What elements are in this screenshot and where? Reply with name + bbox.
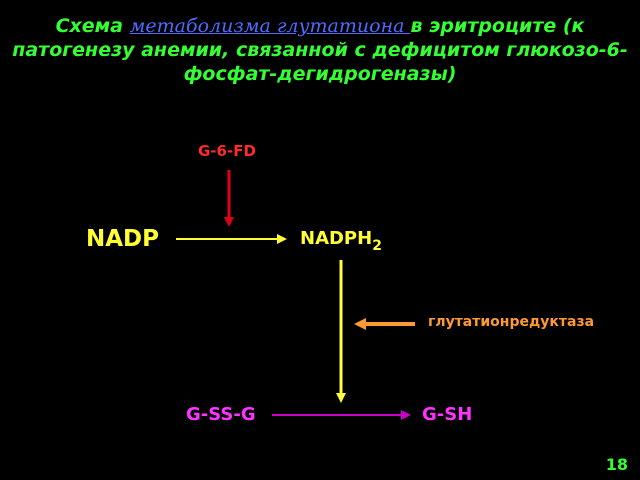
page-number: 18 — [605, 455, 628, 474]
title-part-1: Схема — [55, 15, 130, 37]
nadph-text: NADPH — [300, 228, 373, 249]
title-part-3: в эритроците (к патогенезу анемии, связанной с дефицитом глюкозо-6-фосфат-дегидрогеназы) — [12, 15, 628, 85]
title-underlined-part: метаболизма глутатиона — [129, 15, 411, 37]
g6fd-label: G-6-FD — [198, 142, 256, 160]
gsh-label: G-SH — [422, 404, 473, 425]
gssg-label: G-SS-G — [186, 404, 256, 425]
nadp-label: NADP — [86, 226, 159, 252]
nadph-label — [300, 228, 382, 254]
nadph-subscript: 2 — [372, 238, 382, 254]
glutathione-reductase-label: глутатионредуктаза — [428, 314, 595, 330]
